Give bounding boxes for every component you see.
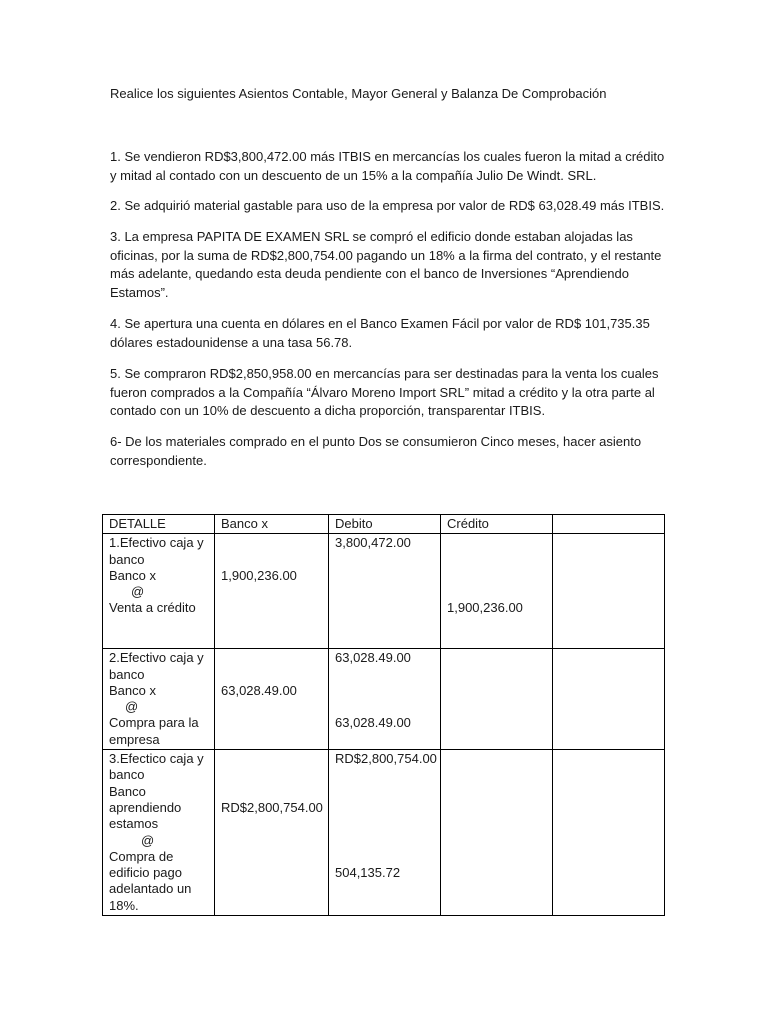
detalle-line: 18%. [109,897,139,913]
banco-value: 1,900,236.00 [221,567,297,583]
credito-value: 1,900,236.00 [447,600,523,616]
cell-banco [215,534,329,649]
page-title: Realice los siguientes Asientos Contable, Mayor General y Balanza De Comprobación [110,86,607,101]
debito-value: 504,135.72 [335,865,401,881]
detalle-line: Banco [109,783,146,799]
item-line: 5. Se compraron RD$2,850,958.00 en mercancías para ser destinadas para la venta los cuales [110,366,659,381]
exercise-item-2 [110,197,670,216]
detalle-line: @ [125,699,139,715]
detalle-line: Venta a crédito [109,600,196,616]
exercise-item-5 [110,365,670,421]
detalle-line: aprendiendo [109,799,182,815]
exercise-item-6 [110,433,670,470]
debito-value: 3,800,472.00 [335,535,411,551]
cell-debito [329,649,441,750]
detalle-line: adelantado un [109,881,192,897]
journal-table [102,514,665,916]
debito-value: 63,028.49.00 [335,715,411,731]
cell-empty [553,649,665,750]
exercise-item-4 [110,315,670,352]
table-row [103,649,665,750]
cell-detalle [103,534,215,649]
cell-credito [441,750,553,916]
detalle-line: banco [109,551,145,567]
detalle-line: 1.Efectivo caja y [109,535,204,551]
item-line: correspondiente. [110,452,207,468]
item-line: más adelante, quedando esta deuda pendiente con el banco de Inversiones “Aprendiendo [110,266,629,281]
exercise-item-3 [110,228,670,302]
item-line: 2. Se adquirió material gastable para uso de la empresa por valor de RD$ 63,028.49 más ITBIS. [110,198,665,213]
item-line: dólares estadounidense a una tasa 56.78. [110,334,353,350]
item-line: 4. Se apertura una cuenta en dólares en el Banco Examen Fácil por valor de RD$ 101,735.35 [110,316,650,331]
debito-value: RD$2,800,754.00 [335,751,437,767]
detalle-line: Compra para la [109,715,199,731]
cell-detalle [103,649,215,750]
cell-banco [215,649,329,750]
header-detalle: DETALLE [103,515,215,534]
cell-credito [441,534,553,649]
detalle-line: banco [109,666,145,682]
table-header-row [103,515,665,534]
banco-value: RD$2,800,754.00 [221,799,323,815]
item-line: contado con un 10% de descuento a dicha proporción, transparentar ITBIS. [110,403,546,418]
detalle-line: 3.Efectico caja y [109,751,204,767]
table-row [103,750,665,916]
item-line: fueron comprados a la Compañía “Álvaro Moreno Import SRL” mitad a crédito y la otra parte al [110,384,655,400]
item-line: Estamos”. [110,284,169,300]
cell-debito [329,534,441,649]
item-line: 6- De los materiales comprado en el punto Dos se consumieron Cinco meses, hacer asiento [110,434,642,449]
cell-banco [215,750,329,916]
cell-credito [441,649,553,750]
item-line: 3. La empresa PAPITA DE EXAMEN SRL se compró el edificio donde estaban alojadas las [110,229,633,244]
banco-value: 63,028.49.00 [221,682,297,698]
cell-empty [553,750,665,916]
detalle-line: empresa [109,731,160,747]
detalle-line: edificio pago [109,865,182,881]
detalle-line: @ [141,832,155,848]
detalle-line: banco [109,767,145,783]
item-line: 1. Se vendieron RD$3,800,472.00 más ITBIS en mercancías los cuales fueron la mitad a crédito [110,149,665,164]
header-credito: Crédito [441,515,553,534]
table-row [103,534,665,649]
detalle-line: Compra de [109,848,174,864]
exercise-item-1 [110,148,670,185]
cell-detalle [103,750,215,916]
debito-value: 63,028.49.00 [335,650,411,666]
cell-debito [329,750,441,916]
item-line: y mitad al contado con un descuento de un 15% a la compañía Julio De Windt. SRL. [110,167,597,183]
header-banco: Banco x [215,515,329,534]
header-empty [553,515,665,534]
detalle-line: Banco x [109,682,156,698]
detalle-line: @ [131,584,145,600]
cell-empty [553,534,665,649]
detalle-line: estamos [109,816,159,832]
header-debito: Debito [329,515,441,534]
detalle-line: 2.Efectivo caja y [109,650,204,666]
item-line: oficinas, por la suma de RD$2,800,754.00 pagando un 18% a la firma del contrato, y el restante [110,247,662,263]
detalle-line: Banco x [109,567,156,583]
